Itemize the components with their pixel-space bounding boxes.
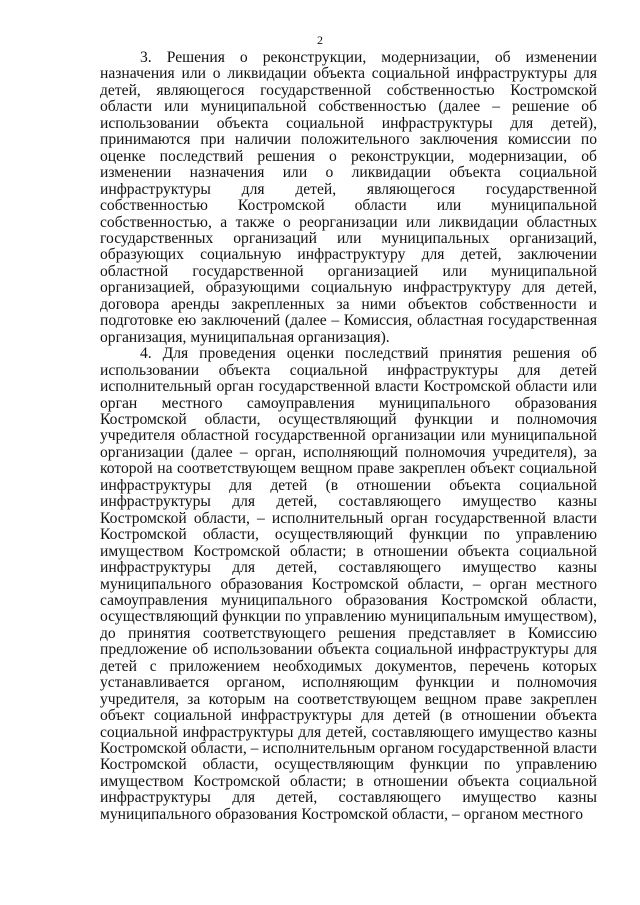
page-number: 2 [317,33,323,47]
document-body [100,50,597,823]
paragraph-4: 4. Для проведения оценки последствий принятия решения об использовании объекта социальной инфраструктуры для детей исполнительный орган государственной власти Костромской области или орган местного самоуправления муниципального образования Костромской области, осуществляющий функции и полномочия учредителя областной государственной организации или муниципальной организации (далее – орган, исполняющий полномочия учредителя), за которой на соответствующем вещном праве закреплен объект социальной инфраструктуры для детей (в отношении объекта социальной инфраструктуры для детей, составляющего имущество казны Костромской области, – исполнительный орган государственной власти Костромской области, осуществляющий функции по управлению имуществом Костромской области; в отношении объекта социальной инфраструктуры для детей, составляющего имущество казны муниципального образования Костромской области, – орган местного самоуправления муниципального образования Костромской области, осуществляющий функции по управлению муниципальным имуществом), до принятия соответствующего решения представляет в Комиссию предложение об использовании объекта социальной инфраструктуры для детей с приложением необходимых документов, перечень которых устанавливается органом, исполняющим функции и полномочия учредителя, за которым на соответствующем вещном праве закреплен объект социальной инфраструктуры для детей (в отношении объекта социальной инфраструктуры для детей, составляющего имущество казны Костромской области, – исполнительным органом государственной власти Костромской области, осуществляющим функции по управлению имуществом Костромской области; в отношении объекта социальной инфраструктуры для детей, составляющего имущество казны муниципального образования Костромской области, – органом местного [100,345,597,823]
paragraph-3: 3. Решения о реконструкции, модернизации, об изменении назначения или о ликвидации объекта социальной инфраструктуры для детей, являющегося государственной собственностью Костромской области или муниципальной собственностью (далее – решение об использовании объекта социальной инфраструктуры для детей), принимаются при наличии положительного заключения комиссии по оценке последствий решения о реконструкции, модернизации, об изменении назначения или о ликвидации объекта социальной инфраструктуры для детей, являющегося государственной собственностью Костромской области или муниципальной собственностью, а также о реорганизации или ликвидации областных государственных организаций или муниципальных организаций, образующих социальную инфраструктуру для детей, заключении областной государственной организацией или муниципальной организацией, образующими социальную инфраструктуру для детей, договора аренды закрепленных за ними объектов собственности и подготовке ею заключений (далее – Комиссия, областная государственная организация, муниципальная организация). [100,49,597,346]
